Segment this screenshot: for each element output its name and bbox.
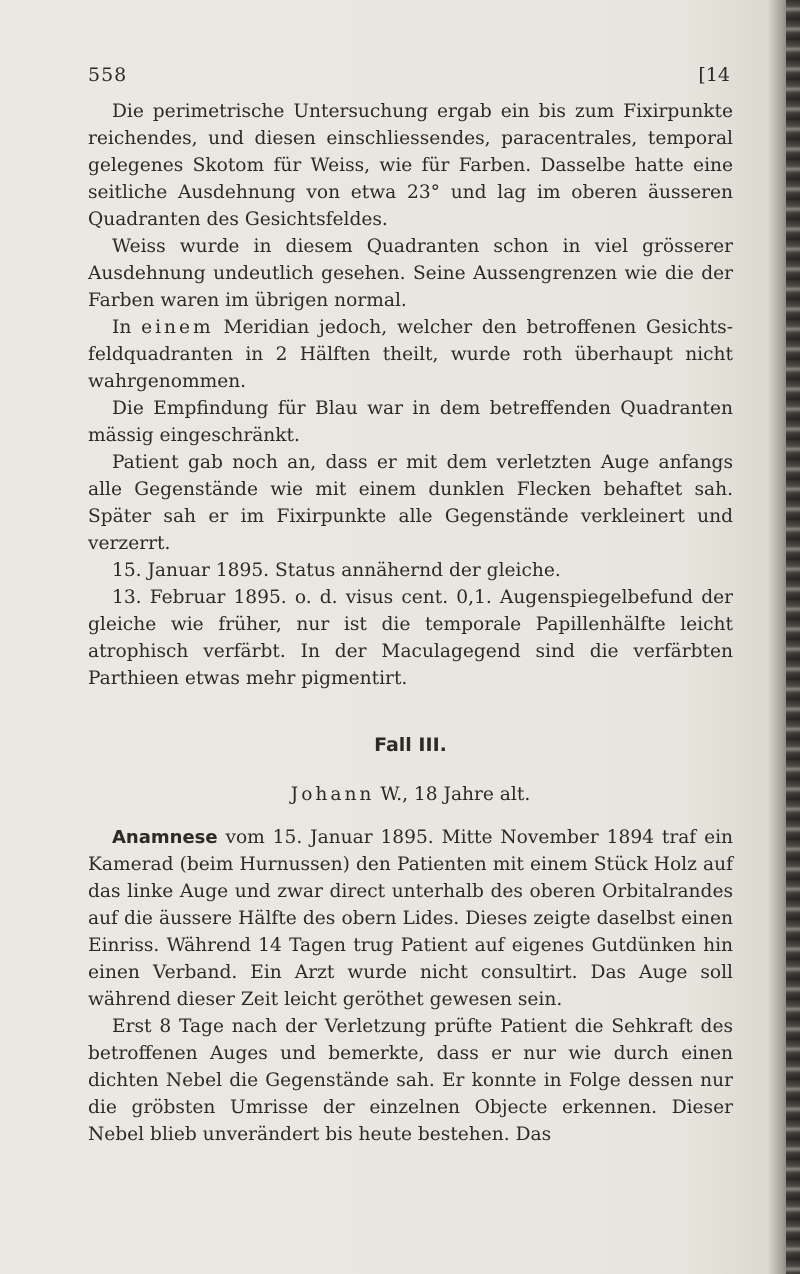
paragraph-anamnesis: Anamnese vom 15. Januar 1895. Mitte November 1894 traf ein Kamerad (beim Hurnussen) den Patienten mit einem Stück Holz auf das linke Auge und zwar direct unterhalb des oberen Orbitalrandes auf die äussere Hälfte des obern Lides. Dieses zeigte daselbst einen Einriss. Während 14 Tagen trug Patient auf eigenes Gutdünken hin einen Verband. Ein Arzt wurde nicht consultirt. Das Auge soll während dieser Zeit leicht geröthet gewesen sein. [88,827,733,1010]
page-edge-binding [786,0,800,1274]
case-heading: Fall III. [374,734,447,756]
paragraph-blue: Die Empfindung für Blau war in dem betreffenden Quadranten mässig eingeschränkt. [88,398,733,446]
anamnesis-label: Anamnese [112,827,218,848]
emphasis-spaced: einem [141,317,214,338]
paragraph-status-february: 13. Februar 1895. o. d. visus cent. 0,1. Augenspiegelbefund der gleiche wie früher, nur ist die temporale Papillenhälfte leicht atrophisch verfärbt. In der Maculagegend sind die verfärbten Parthieen etwas mehr pigmentirt. [88,587,733,689]
paragraph-perimetry: Die perimetrische Untersuchung ergab ein bis zum Fixirpunkte reichendes, und diesen einschliessendes, paracentrales, temporal gelegenes Skotom für Weiss, wie für Farben. Dasselbe hatte eine seitliche Ausdehnung von etwa 23° und lag im oberen äusseren Quadranten des Gesichtsfeldes. [88,101,733,230]
paragraph-white-vision: Weiss wurde in diesem Quadranten schon in viel grösserer Ausdehnung undeutlich gesehen. Seine Aussengrenzen wie die der Farben waren im übrigen normal. [88,236,733,311]
patient-name: Johann [290,784,375,805]
page-number: 558 [88,64,128,86]
paragraph-vision-test: Erst 8 Tage nach der Verletzung prüfte Patient die Sehkraft des betroffenen Auges und bemerkte, dass er nur wie durch einen dichten Nebel die Gegenstände sah. Er konnte in Folge dessen nur die gröbsten Umrisse der einzelnen Objecte erkennen. Dieser Nebel blieb unverändert bis heute bestehen. Das [88,1016,733,1145]
page-header [88,64,730,90]
body-text [88,98,733,1148]
running-head: [14 [698,64,730,86]
paragraph-meridian: In einem Meridian jedoch, welcher den betroffenen Gesichtsfeldquadranten in 2 Hälften theilt, wurde roth überhaupt nicht wahrgenommen. [88,317,733,392]
patient-line: Johann W., 18 Jahre alt. [290,784,531,805]
paragraph-patient-report: Patient gab noch an, dass er mit dem verletzten Auge anfangs alle Gegenstände wie mit einem dunklen Flecken behaftet sah. Später sah er im Fixirpunkte alle Gegenstände verkleinert und verzerrt. [88,452,733,554]
paragraph-status-january: 15. Januar 1895. Status annähernd der gleiche. [112,560,561,581]
